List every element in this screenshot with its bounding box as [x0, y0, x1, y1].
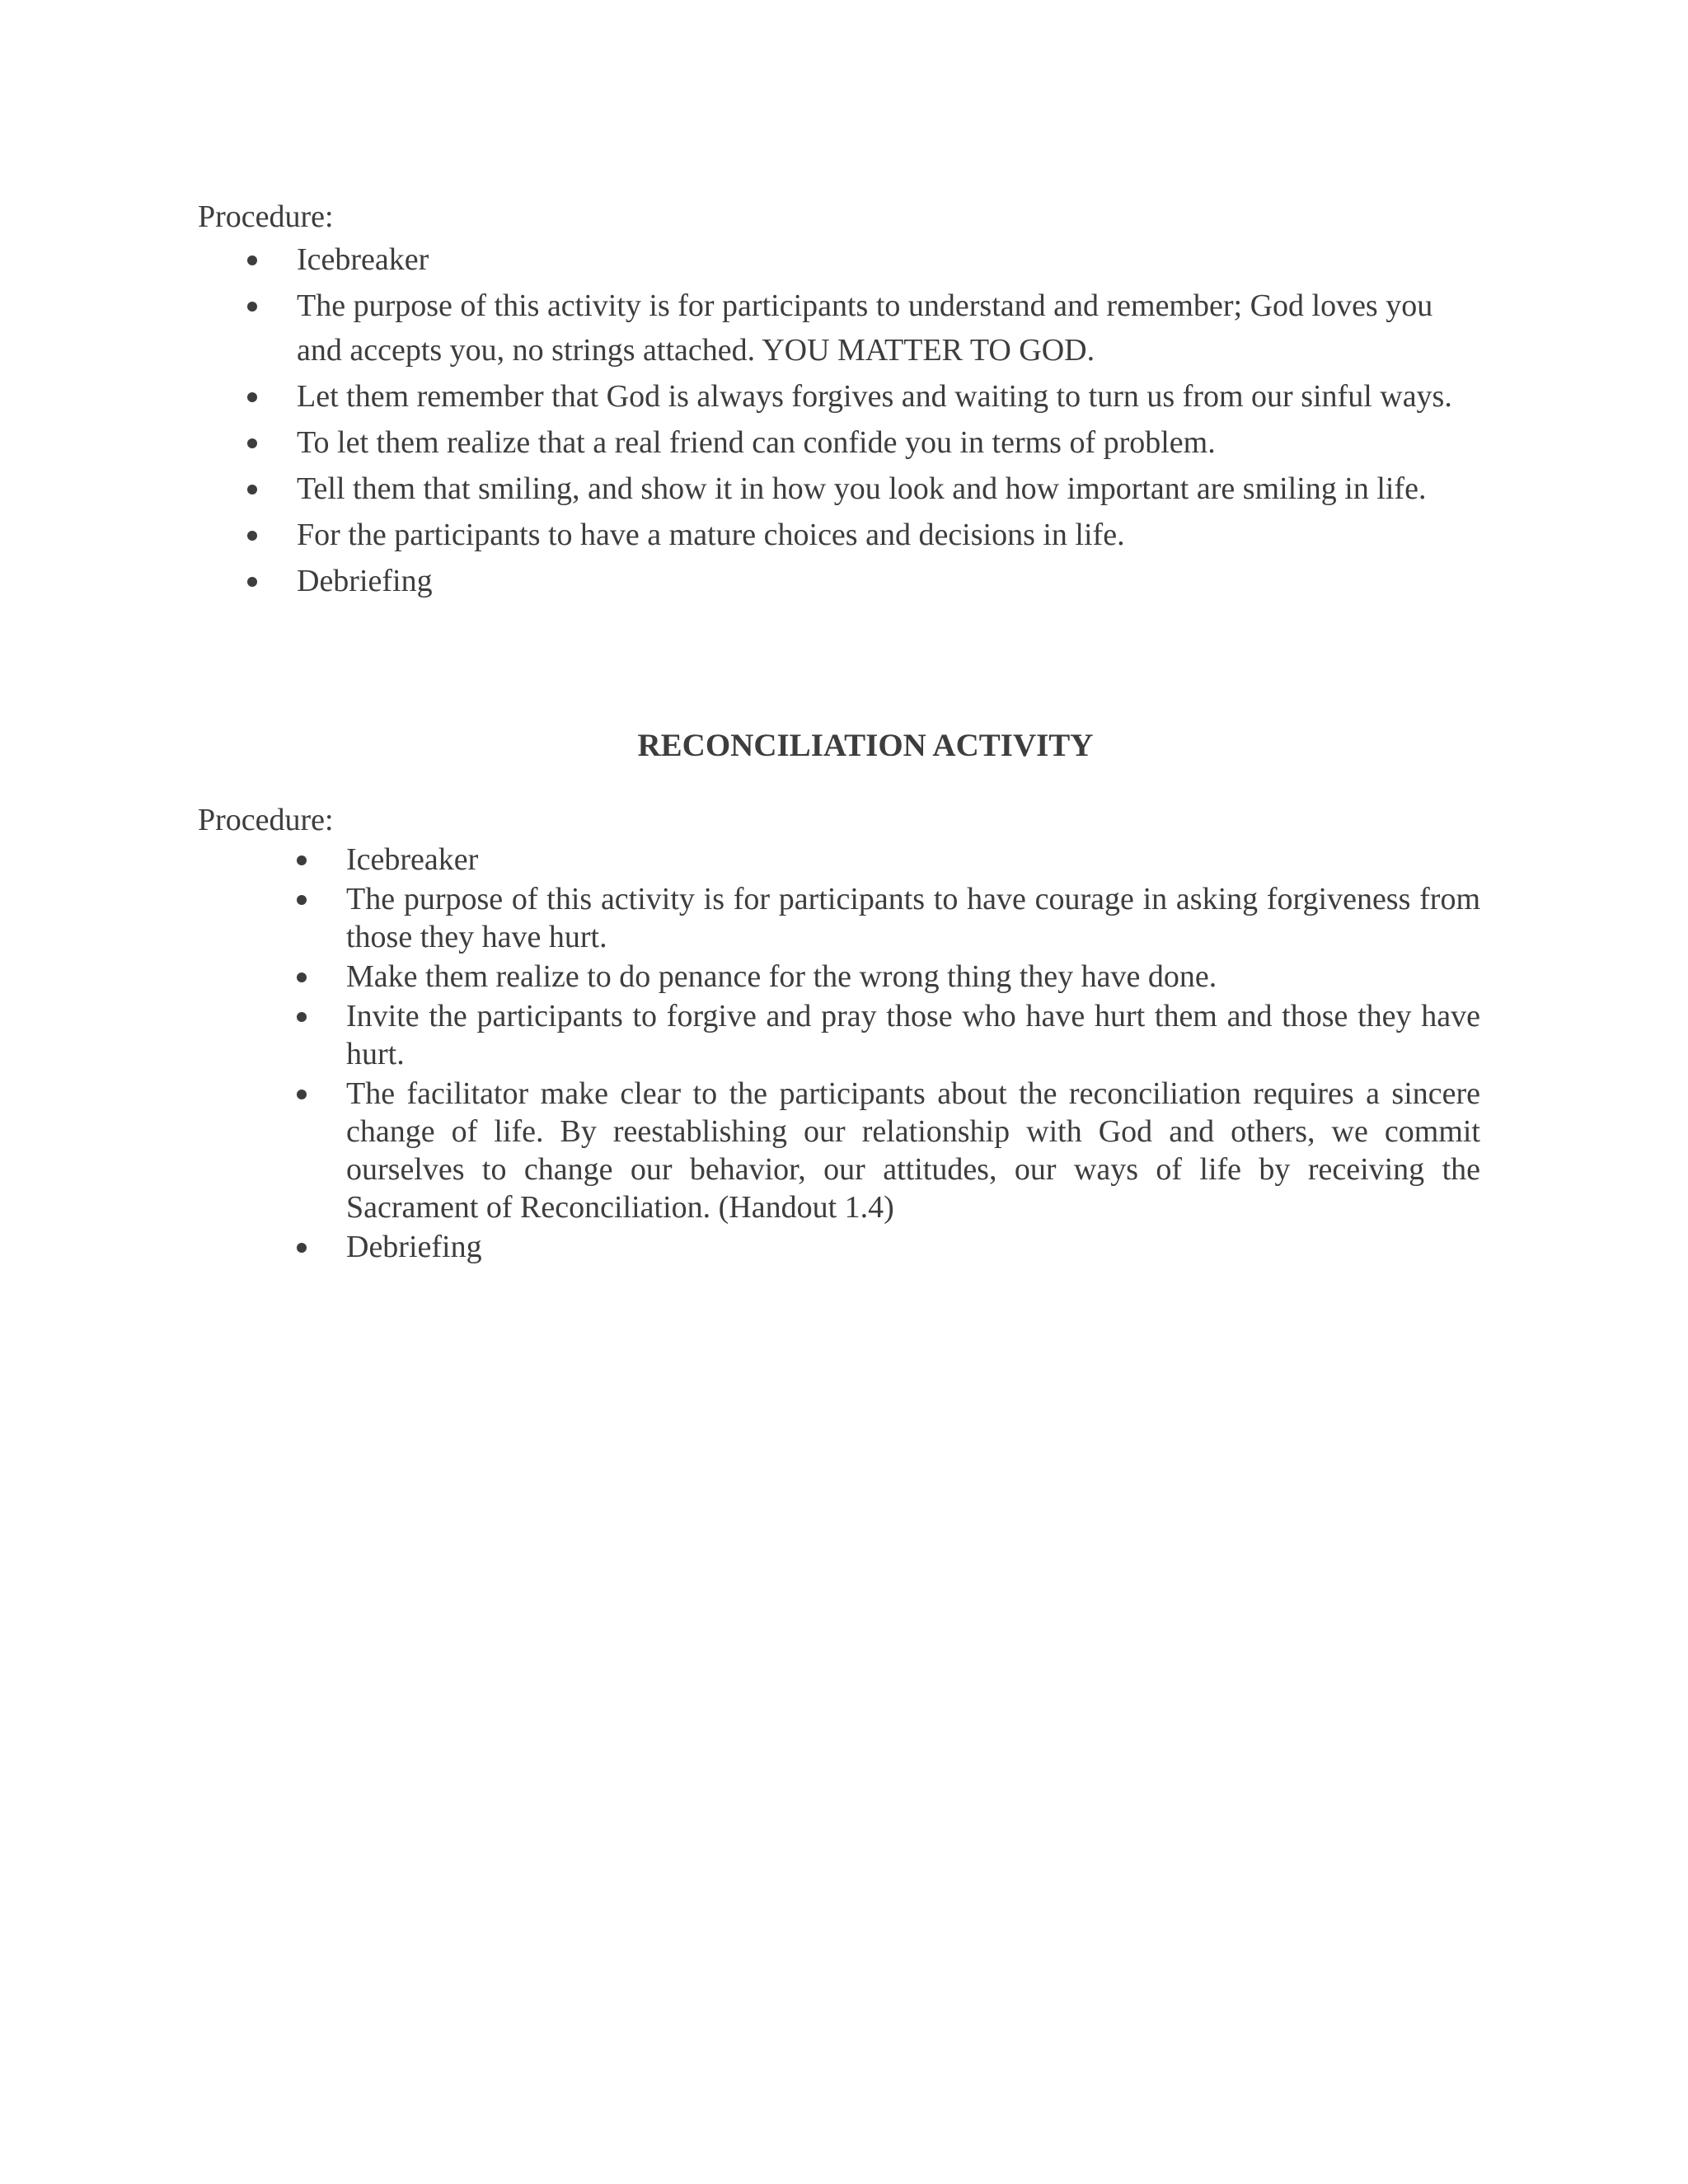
bullet-icon [247, 438, 257, 448]
list-item-text: The facilitator make clear to the participants about the reconciliation requires a sincere change of life. By reestablishing our relationship with God and others, we commit ourselves to change our behavior, our attitudes, our ways of life by receiving the Sacrament of Reconciliation. (Handout 1.4) [346, 1076, 1480, 1225]
bullet-icon [247, 531, 257, 541]
list-item-text: Make them realize to do penance for the wrong thing they have done. [346, 959, 1217, 994]
list-item [198, 1228, 1480, 1266]
procedure-list [198, 237, 1484, 603]
bullet-icon [297, 1012, 307, 1022]
list-item-text: Let them remember that God is always forgives and waiting to turn us from our sinful ways. [297, 379, 1452, 414]
list-item [198, 374, 1484, 419]
list-item [198, 284, 1484, 373]
bullet-icon [247, 392, 257, 402]
list-item-text: The purpose of this activity is for participants to have courage in asking forgiveness from those they have hurt. [346, 882, 1480, 954]
list-item [198, 880, 1480, 956]
procedure-section-1 [198, 196, 1484, 605]
list-item-text: For the participants to have a mature choices and decisions in life. [297, 518, 1125, 552]
list-item [198, 513, 1484, 557]
procedure-section-2 [198, 799, 1484, 1268]
bullet-icon [247, 255, 257, 265]
list-item-text: Tell them that smiling, and show it in how you look and how important are smiling in life. [297, 471, 1427, 506]
list-item [198, 841, 1480, 879]
procedure-label: Procedure: [198, 199, 334, 234]
bullet-icon [247, 485, 257, 494]
procedure-label: Procedure: [198, 803, 334, 837]
bullet-icon [297, 895, 307, 905]
list-item-text: To let them realize that a real friend can confide you in terms of problem. [297, 425, 1216, 460]
list-item-text: Icebreaker [297, 242, 429, 277]
list-item [198, 997, 1480, 1073]
list-item-text: Debriefing [297, 564, 433, 598]
list-item [198, 958, 1480, 996]
list-item [198, 237, 1484, 282]
section-heading: RECONCILIATION ACTIVITY [637, 728, 1094, 763]
bullet-icon [297, 1243, 307, 1253]
list-item [198, 559, 1484, 603]
bullet-icon [297, 1090, 307, 1099]
list-item [198, 420, 1484, 465]
list-item-text: The purpose of this activity is for participants to understand and remember; God loves you and accepts you, no strings attached. YOU MATTER TO GOD. [297, 288, 1433, 368]
list-item-text: Debriefing [346, 1230, 482, 1264]
list-item-text: Invite the participants to forgive and pray those who have hurt them and those they have hurt. [346, 999, 1480, 1071]
bullet-icon [297, 855, 307, 865]
list-item [198, 466, 1484, 511]
procedure-list [198, 841, 1484, 1266]
bullet-icon [247, 577, 257, 587]
bullet-icon [247, 302, 257, 312]
list-item-text: Icebreaker [346, 842, 479, 877]
bullet-icon [297, 972, 307, 982]
list-item [198, 1075, 1480, 1226]
